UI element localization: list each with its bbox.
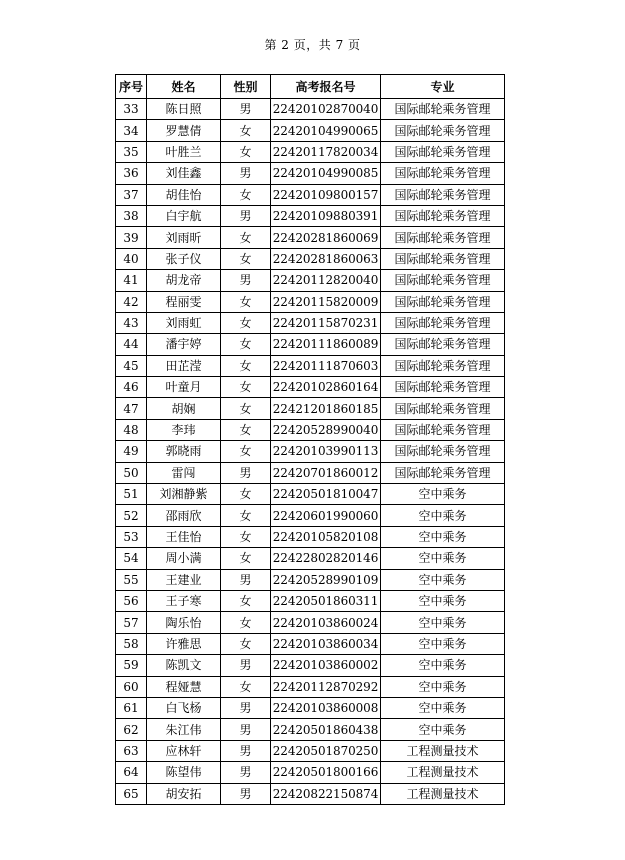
cell-exam-id: 22420501860438 (271, 719, 381, 740)
cell-gender: 男 (221, 719, 271, 740)
cell-exam-id: 22420103860002 (271, 655, 381, 676)
cell-gender: 女 (221, 484, 271, 505)
cell-exam-id: 22420115870231 (271, 312, 381, 333)
table-row (116, 184, 505, 205)
table-row (116, 633, 505, 654)
cell-major: 空中乘务 (381, 484, 505, 505)
table-row (116, 419, 505, 440)
cell-name: 刘湘静紫 (147, 484, 221, 505)
cell-gender: 男 (221, 569, 271, 590)
cell-major: 国际邮轮乘务管理 (381, 441, 505, 462)
cell-serial: 58 (116, 633, 147, 654)
cell-exam-id: 22420112820040 (271, 270, 381, 291)
cell-gender: 男 (221, 205, 271, 226)
table-row (116, 227, 505, 248)
cell-gender: 女 (221, 227, 271, 248)
cell-gender: 女 (221, 441, 271, 462)
cell-exam-id: 22420111870603 (271, 355, 381, 376)
cell-name: 胡娴 (147, 398, 221, 419)
cell-exam-id: 22420103860008 (271, 697, 381, 718)
cell-gender: 女 (221, 377, 271, 398)
cell-serial: 57 (116, 612, 147, 633)
column-header-gender: 性别 (221, 75, 271, 99)
column-header-name: 姓名 (147, 75, 221, 99)
cell-major: 工程测量技术 (381, 762, 505, 783)
cell-name: 陶乐怡 (147, 612, 221, 633)
cell-name: 胡佳怡 (147, 184, 221, 205)
cell-serial: 62 (116, 719, 147, 740)
cell-gender: 女 (221, 312, 271, 333)
cell-exam-id: 22420104990085 (271, 163, 381, 184)
table-row (116, 612, 505, 633)
cell-gender: 男 (221, 270, 271, 291)
cell-gender: 女 (221, 676, 271, 697)
admission-roster-table (115, 74, 505, 805)
cell-gender: 女 (221, 526, 271, 547)
cell-major: 国际邮轮乘务管理 (381, 141, 505, 162)
cell-name: 张子仪 (147, 248, 221, 269)
cell-gender: 男 (221, 655, 271, 676)
cell-gender: 女 (221, 334, 271, 355)
cell-serial: 43 (116, 312, 147, 333)
cell-serial: 33 (116, 99, 147, 120)
table-row (116, 719, 505, 740)
cell-serial: 41 (116, 270, 147, 291)
cell-name: 陈望伟 (147, 762, 221, 783)
cell-major: 国际邮轮乘务管理 (381, 462, 505, 483)
cell-exam-id: 22420501800166 (271, 762, 381, 783)
cell-exam-id: 22420109880391 (271, 205, 381, 226)
cell-gender: 女 (221, 355, 271, 376)
cell-name: 罗慧倩 (147, 120, 221, 141)
column-header-serial: 序号 (116, 75, 147, 99)
cell-exam-id: 22420281860063 (271, 248, 381, 269)
cell-gender: 女 (221, 248, 271, 269)
cell-name: 陈凯文 (147, 655, 221, 676)
table-row (116, 248, 505, 269)
cell-serial: 42 (116, 291, 147, 312)
cell-name: 程丽雯 (147, 291, 221, 312)
cell-serial: 47 (116, 398, 147, 419)
cell-name: 陈日照 (147, 99, 221, 120)
cell-serial: 55 (116, 569, 147, 590)
cell-name: 刘雨虹 (147, 312, 221, 333)
table-row (116, 484, 505, 505)
cell-major: 国际邮轮乘务管理 (381, 227, 505, 248)
cell-serial: 34 (116, 120, 147, 141)
cell-gender: 女 (221, 120, 271, 141)
table-header-row (116, 75, 505, 99)
cell-major: 工程测量技术 (381, 740, 505, 761)
cell-name: 叶胜兰 (147, 141, 221, 162)
cell-exam-id: 22420822150874 (271, 783, 381, 804)
cell-exam-id: 22420501870250 (271, 740, 381, 761)
table-row (116, 526, 505, 547)
table-row (116, 590, 505, 611)
cell-name: 李玮 (147, 419, 221, 440)
cell-serial: 63 (116, 740, 147, 761)
cell-serial: 45 (116, 355, 147, 376)
cell-major: 国际邮轮乘务管理 (381, 334, 505, 355)
table-row (116, 676, 505, 697)
cell-major: 空中乘务 (381, 719, 505, 740)
table-row (116, 141, 505, 162)
table-row (116, 205, 505, 226)
table-row (116, 655, 505, 676)
cell-serial: 46 (116, 377, 147, 398)
cell-gender: 男 (221, 163, 271, 184)
cell-major: 国际邮轮乘务管理 (381, 377, 505, 398)
table-row (116, 697, 505, 718)
table-row (116, 355, 505, 376)
cell-serial: 39 (116, 227, 147, 248)
cell-name: 潘宇婷 (147, 334, 221, 355)
page-indicator: 第 2 页，共 7 页 (264, 38, 361, 52)
table-row (116, 762, 505, 783)
cell-major: 国际邮轮乘务管理 (381, 355, 505, 376)
cell-gender: 女 (221, 184, 271, 205)
cell-name: 王建业 (147, 569, 221, 590)
cell-exam-id: 22420109800157 (271, 184, 381, 205)
cell-exam-id: 22420103860034 (271, 633, 381, 654)
cell-exam-id: 22420115820009 (271, 291, 381, 312)
cell-name: 许雅思 (147, 633, 221, 654)
cell-gender: 女 (221, 291, 271, 312)
cell-gender: 男 (221, 762, 271, 783)
cell-serial: 49 (116, 441, 147, 462)
cell-serial: 64 (116, 762, 147, 783)
cell-gender: 男 (221, 740, 271, 761)
cell-serial: 36 (116, 163, 147, 184)
cell-gender: 女 (221, 590, 271, 611)
cell-serial: 65 (116, 783, 147, 804)
cell-name: 叶童月 (147, 377, 221, 398)
cell-exam-id: 22420601990060 (271, 505, 381, 526)
cell-major: 国际邮轮乘务管理 (381, 291, 505, 312)
cell-major: 国际邮轮乘务管理 (381, 248, 505, 269)
cell-major: 空中乘务 (381, 612, 505, 633)
cell-name: 白宇航 (147, 205, 221, 226)
cell-exam-id: 22420102860164 (271, 377, 381, 398)
cell-major: 国际邮轮乘务管理 (381, 205, 505, 226)
cell-exam-id: 22420528990040 (271, 419, 381, 440)
cell-serial: 56 (116, 590, 147, 611)
cell-major: 国际邮轮乘务管理 (381, 184, 505, 205)
table-body (116, 99, 505, 805)
cell-gender: 女 (221, 548, 271, 569)
cell-exam-id: 22420102870040 (271, 99, 381, 120)
cell-exam-id: 22420281860069 (271, 227, 381, 248)
cell-exam-id: 22420528990109 (271, 569, 381, 590)
cell-gender: 男 (221, 783, 271, 804)
cell-serial: 60 (116, 676, 147, 697)
cell-major: 国际邮轮乘务管理 (381, 270, 505, 291)
cell-exam-id: 22420105820108 (271, 526, 381, 547)
cell-major: 空中乘务 (381, 697, 505, 718)
table-row (116, 548, 505, 569)
cell-major: 空中乘务 (381, 569, 505, 590)
cell-serial: 38 (116, 205, 147, 226)
cell-exam-id: 22420111860089 (271, 334, 381, 355)
cell-serial: 37 (116, 184, 147, 205)
cell-serial: 51 (116, 484, 147, 505)
cell-major: 国际邮轮乘务管理 (381, 99, 505, 120)
cell-major: 国际邮轮乘务管理 (381, 419, 505, 440)
table-row (116, 441, 505, 462)
cell-name: 应林轩 (147, 740, 221, 761)
cell-name: 雷闯 (147, 462, 221, 483)
cell-name: 邵雨欣 (147, 505, 221, 526)
cell-major: 国际邮轮乘务管理 (381, 120, 505, 141)
cell-serial: 53 (116, 526, 147, 547)
cell-major: 国际邮轮乘务管理 (381, 398, 505, 419)
table-row (116, 398, 505, 419)
cell-major: 空中乘务 (381, 548, 505, 569)
column-header-exam-id: 高考报名号 (271, 75, 381, 99)
cell-major: 空中乘务 (381, 526, 505, 547)
cell-name: 郭晓雨 (147, 441, 221, 462)
cell-name: 王佳怡 (147, 526, 221, 547)
cell-name: 胡龙帝 (147, 270, 221, 291)
table-row (116, 505, 505, 526)
table-row (116, 99, 505, 120)
column-header-major: 专业 (381, 75, 505, 99)
cell-gender: 女 (221, 398, 271, 419)
cell-major: 空中乘务 (381, 676, 505, 697)
cell-major: 空中乘务 (381, 590, 505, 611)
cell-name: 程娅慧 (147, 676, 221, 697)
cell-serial: 52 (116, 505, 147, 526)
cell-major: 国际邮轮乘务管理 (381, 312, 505, 333)
cell-exam-id: 22420112870292 (271, 676, 381, 697)
cell-gender: 男 (221, 697, 271, 718)
cell-serial: 44 (116, 334, 147, 355)
cell-name: 刘佳鑫 (147, 163, 221, 184)
cell-serial: 59 (116, 655, 147, 676)
table-row (116, 163, 505, 184)
cell-major: 工程测量技术 (381, 783, 505, 804)
cell-exam-id: 22420501810047 (271, 484, 381, 505)
cell-name: 胡安拓 (147, 783, 221, 804)
cell-name: 白飞杨 (147, 697, 221, 718)
cell-exam-id: 22420103990113 (271, 441, 381, 462)
cell-gender: 女 (221, 419, 271, 440)
cell-exam-id: 22420103860024 (271, 612, 381, 633)
cell-major: 空中乘务 (381, 655, 505, 676)
cell-gender: 男 (221, 99, 271, 120)
cell-name: 田芷滢 (147, 355, 221, 376)
table-row (116, 120, 505, 141)
cell-serial: 35 (116, 141, 147, 162)
cell-name: 周小满 (147, 548, 221, 569)
table-row (116, 291, 505, 312)
table-row (116, 569, 505, 590)
cell-exam-id: 22420501860311 (271, 590, 381, 611)
cell-gender: 女 (221, 141, 271, 162)
cell-serial: 54 (116, 548, 147, 569)
cell-gender: 女 (221, 612, 271, 633)
cell-major: 国际邮轮乘务管理 (381, 163, 505, 184)
cell-gender: 女 (221, 505, 271, 526)
cell-name: 朱江伟 (147, 719, 221, 740)
table-row (116, 334, 505, 355)
cell-exam-id: 22420117820034 (271, 141, 381, 162)
cell-exam-id: 22422802820146 (271, 548, 381, 569)
table-row (116, 462, 505, 483)
cell-serial: 50 (116, 462, 147, 483)
table-row (116, 740, 505, 761)
cell-name: 刘雨昕 (147, 227, 221, 248)
cell-serial: 40 (116, 248, 147, 269)
cell-serial: 48 (116, 419, 147, 440)
table-row (116, 377, 505, 398)
cell-major: 空中乘务 (381, 505, 505, 526)
table-row (116, 783, 505, 804)
table-row (116, 270, 505, 291)
cell-exam-id: 22420104990065 (271, 120, 381, 141)
table-row (116, 312, 505, 333)
cell-exam-id: 22420701860012 (271, 462, 381, 483)
cell-serial: 61 (116, 697, 147, 718)
cell-major: 空中乘务 (381, 633, 505, 654)
cell-name: 王子寒 (147, 590, 221, 611)
cell-exam-id: 22421201860185 (271, 398, 381, 419)
cell-gender: 男 (221, 462, 271, 483)
cell-gender: 女 (221, 633, 271, 654)
